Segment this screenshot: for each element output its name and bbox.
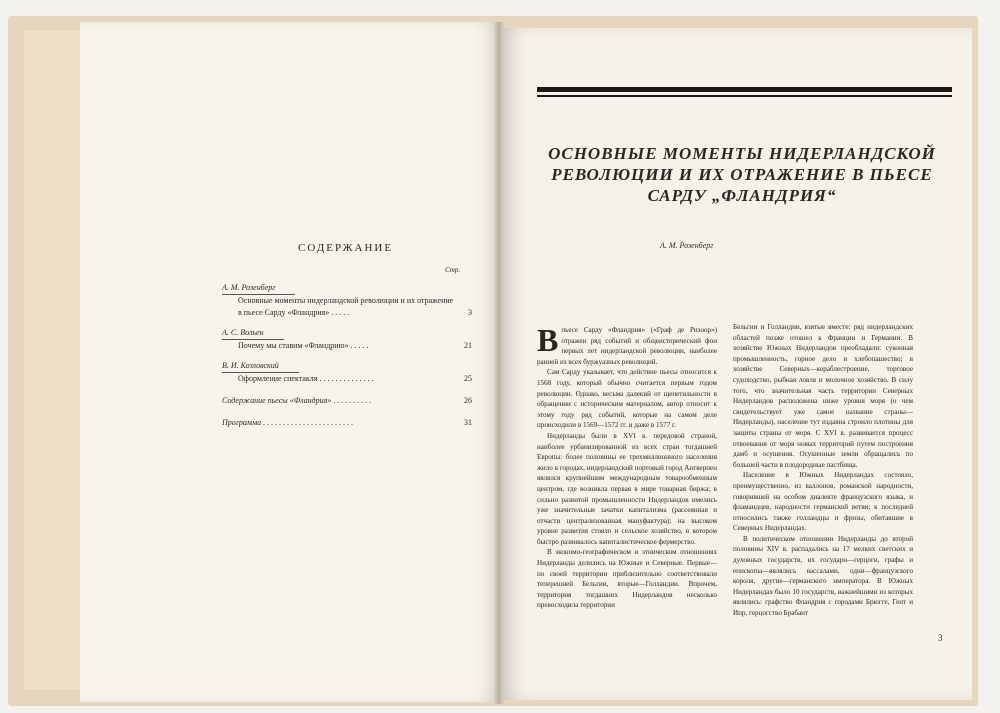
toc-entry-title: Содержание пьесы «Фландрия» . . . . . . . . . . (222, 396, 372, 405)
toc-entry-page: 21 (464, 341, 472, 350)
toc-page-header: Стр. (445, 266, 461, 274)
toc-author-1: А. М. Розенберг (222, 282, 295, 295)
toc-entry-5[interactable] (222, 417, 472, 429)
article-author: А. М. Розенберг (660, 241, 714, 250)
paragraph: Бельгии и Голландии, взятые вместе: ряд нидерландских областей позже отошел к Франции и Германии. В хозяйстве Южных Нидерландов преобладали: суконная промышленность, горное дело и хлебопашество; в хозяйстве Северных—кораблестроение, торговое судоходство, рыбная ловля и молочное хозяйство. В силу того, что значительная часть территории Северных Нидерландов расположена ниже уровня моря (о чем свидетельствует уже самое название страны—Нидерланды), население тут издавна строило плотины для защиты страны от моря. С XVI в. развивается процесс отвоевания от моря новых территорий путем построения дамб и осушения. Осушенные земли обращались по большей части в плодородные пастбища. (733, 323, 913, 469)
toc-entry-page: 25 (464, 374, 472, 383)
paragraph: Нидерланды были в XVI в. передовой страной, наиболее урбанизированной из всех стран тогдашней Европы: более половины ее трехмиллионного населения жило в городах, нидерландский портовый город Антверпен являлся крупнейшим международным товарообменным центром, где возникла первая в мире товарная биржа; в сильно развитой промышленности Нидерландов имелись уже значительные зачатки капитализма (рассеянная и отчасти централизованная мануфактура); на высоком уровне развития стояло и сельское хозяйство, в котором быстро развивалось капиталистическое фермерство. (537, 431, 717, 546)
toc-entry-title: Оформление спектакля . . . . . . . . . . . . . . (238, 374, 374, 383)
toc-title: СОДЕРЖАНИЕ (298, 242, 394, 254)
header-thick-rule (537, 87, 952, 92)
article-title: ОСНОВНЫЕ МОМЕНТЫ НИДЕРЛАНДСКОЙ РЕВОЛЮЦИИ И ИХ ОТРАЖЕНИЕ В ПЬЕСЕ САРДУ „ФЛАНДРИЯ“ (548, 144, 936, 205)
paragraph: пьесе Сарду «Фландрия» («Граф де Ризоор») отражен ряд событий и общеисторический фон первых лет нидерландской революции, наиболее ранней из всех буржуазных революций. (537, 326, 717, 366)
toc-entry-2[interactable] (222, 340, 472, 352)
paragraph: Сам Сарду указывает, что действие пьесы относится к 1568 году, который обычно считается первым годом революции. Однако, весьма далекий от щепетильности в обращении с историческим материалом, автор относит к этому году ряд событий, которые на самом деле происходили в 1569—1572 гг. и даже в 1577 г. (537, 368, 717, 430)
toc-entry-title: Программа . . . . . . . . . . . . . . . . . . . . . . . (222, 418, 354, 427)
toc-entry-4[interactable] (222, 395, 472, 407)
paragraph: Население в Южных Нидерландах состояло, преимущественно, из валлонов, романской народности, говорившей на особом диалекте французского языка, и фламандцев, народности германской ветви; к последней относились также голландцы и фризы, обитавшие в Северных Нидерландах. (733, 471, 913, 533)
toc-entry-page: 26 (464, 396, 472, 405)
toc-entry-title: Основные моменты нидерландской революции и их отражение в пьесе Сарду «Фландрия» . . . . . (238, 296, 454, 317)
toc-entry-title: Почему мы ставим «Фландрию» . . . . . (238, 341, 369, 350)
page-number: 3 (938, 633, 943, 643)
table-of-contents (222, 280, 472, 429)
toc-entry-page: 3 (468, 308, 472, 317)
book-gutter (494, 22, 504, 704)
toc-entry-1[interactable] (222, 295, 472, 319)
text-column-2 (733, 322, 913, 619)
header-thin-rule (537, 95, 952, 97)
text-column-1 (537, 322, 717, 611)
toc-entry-3[interactable] (222, 373, 472, 385)
toc-author-2: А. С. Вольен (222, 327, 284, 340)
toc-entry-page: 31 (464, 418, 472, 427)
paragraph: В экономо-географическом и этническом отношениях Нидерланды делились на Южные и Северные. Первые—по своей территории приблизительно соответствовали теперешней Бельгии, вторые—Голландии. Впрочем, территория тогдашних Нидерландов несколько превосходила территории (537, 548, 717, 610)
paragraph: В политическом отношении Нидерланды до второй половины XIV в. распадались на 17 мелких светских и духовных государств, их государи—герцоги, графы и епископы—являлись вассалами, одни—французского короля, другие—германского императора. В Южных Нидерландах было 10 государств, важнейшими из которых являлись: графство Фландрия с городами Брюгге, Гент и Ипр, герцогство Брабант (733, 534, 913, 618)
toc-author-3: В. И. Козловский (222, 360, 299, 373)
drop-cap: В (537, 322, 559, 358)
